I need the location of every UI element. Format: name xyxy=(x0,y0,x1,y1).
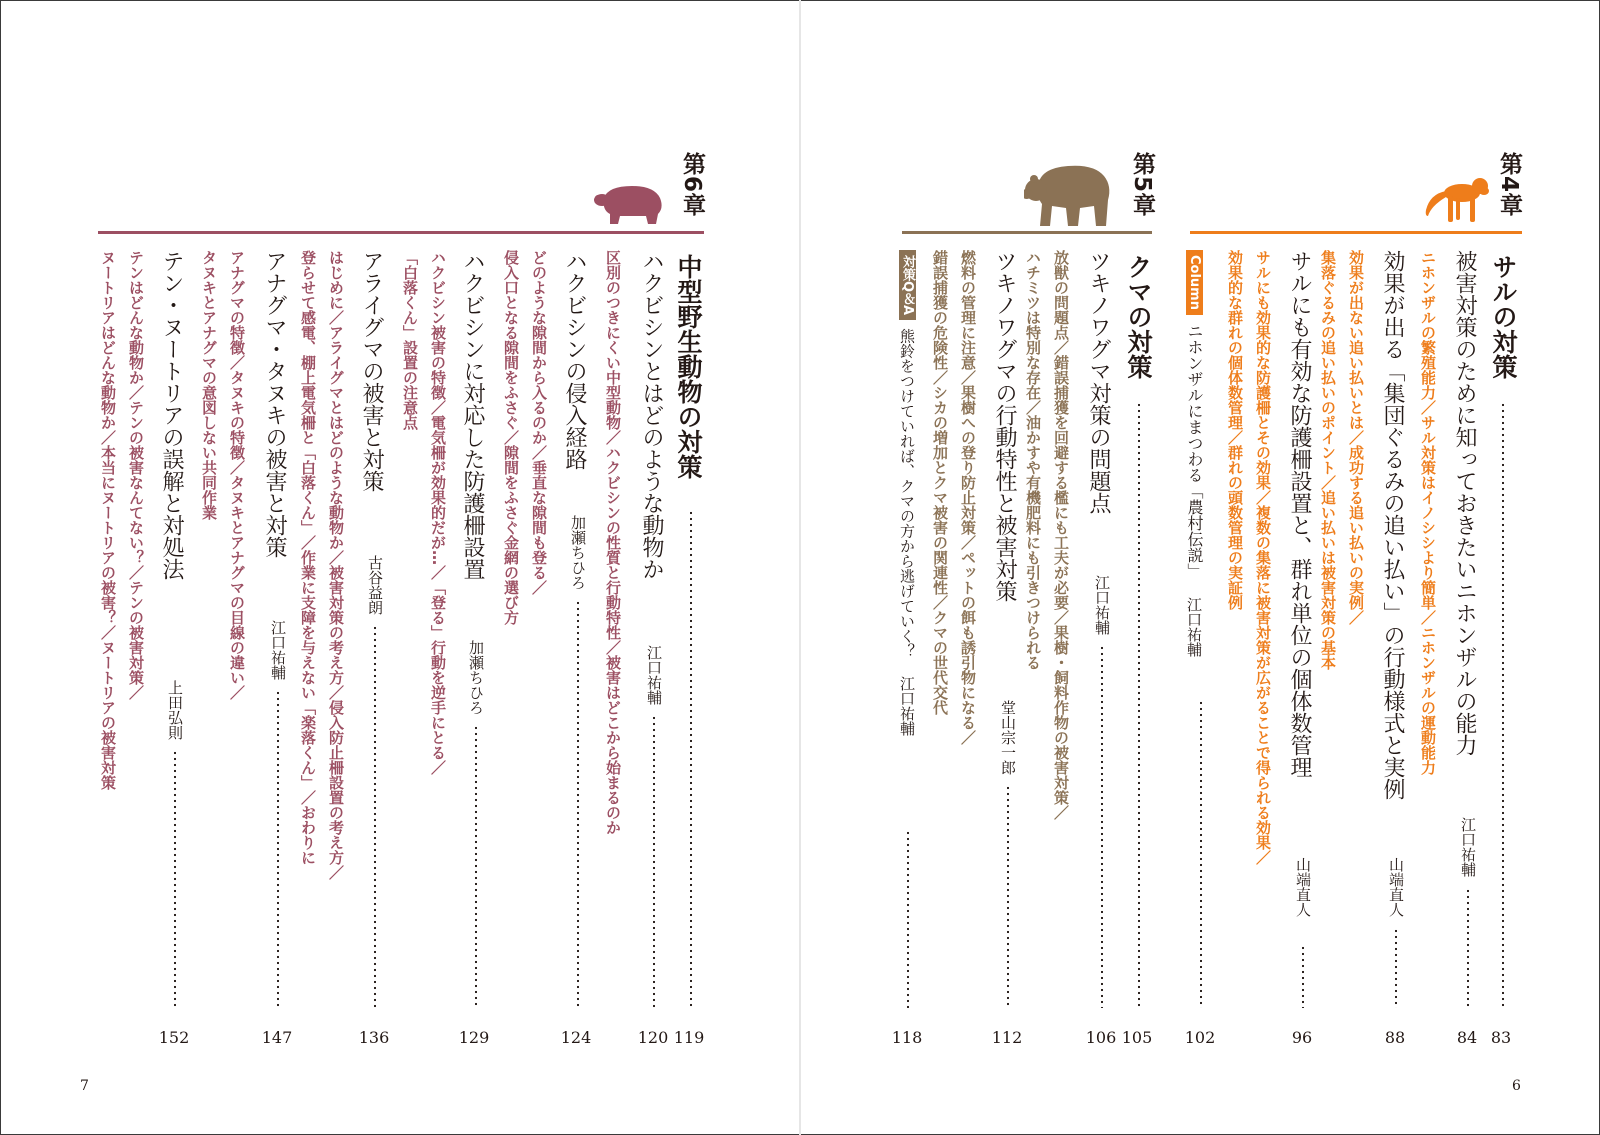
column-entry[interactable] xyxy=(1186,250,1203,657)
page-number-right: 6 xyxy=(1512,1078,1521,1094)
leader-dots xyxy=(1138,402,1140,1008)
leader-dots xyxy=(907,830,909,1008)
section-title[interactable]: 効果が出る「集団ぐるみの追い払い」の行動様式と実例 xyxy=(1380,250,1405,800)
section-subtopics: アナグマの特徴／タヌキの特徴／タヌキとアナグマの目線の違い／ xyxy=(228,250,246,700)
section-subtopics: どのような隙間から入るのか／垂直な隙間も登る／ xyxy=(530,250,548,595)
page-ref[interactable]: 112 xyxy=(991,1028,1023,1047)
section-subtopics: 効果が出ない追い払いとは／成功する追い払いの実例／ xyxy=(1347,250,1365,625)
section-subtopics: 放獣の問題点／錯誤捕獲を回避する檻にも工夫が必要／果樹・飼料作物の被害対策／ xyxy=(1052,250,1070,820)
page-ref[interactable]: 152 xyxy=(158,1028,190,1047)
section-title[interactable]: アライグマの被害と対策 xyxy=(359,250,384,492)
chapter-5-mark: 第5章 xyxy=(1129,152,1155,218)
section-title[interactable]: ツキノワグマ対策の問題点 xyxy=(1086,250,1111,514)
section-subtopics: 侵入口となる隙間をふさぐ／隙間をふさぐ金網の選び方 xyxy=(502,250,520,625)
section-author: 堂山宗一郎 xyxy=(999,700,1017,775)
qa-title: 熊鈴をつけていれば、クマの方から逃げていく？ xyxy=(898,328,916,659)
qa-badge: 対策Q＆A xyxy=(899,250,916,320)
section-title[interactable]: ツキノワグマの行動特性と被害対策 xyxy=(992,250,1017,602)
section-author: 古谷益朗 xyxy=(366,555,384,615)
chapter-4-mark: 第4章 xyxy=(1496,152,1522,218)
leader-dots xyxy=(1502,402,1504,1008)
page-ref[interactable]: 102 xyxy=(1184,1028,1216,1047)
page-number-left: 7 xyxy=(80,1078,89,1094)
chapter-4-rule xyxy=(1190,231,1522,234)
section-title[interactable]: ハクビシンとはどのような動物か xyxy=(639,250,664,580)
section-author: 江口祐輔 xyxy=(269,620,287,680)
section-subtopics: はじめに／アライグマとはどのような動物か／被害対策の考え方／侵入防止柵設置の考え方／ xyxy=(327,250,345,880)
section-author: 加瀬ちひろ xyxy=(569,515,587,590)
leader-dots xyxy=(277,690,279,1008)
section-subtopics: 効果的な群れの個体数管理／群れの頭数管理の実証例 xyxy=(1226,250,1244,610)
section-subtopics: 区別のつきにくい中型動物／ハクビシンの性質と行動特性／被害はどこから始まるのか xyxy=(604,250,622,835)
column-title: ニホンザルにまつわる「農村伝説」 xyxy=(1185,322,1204,579)
section-subtopics: 燃料の管理に注意／果樹への登り防止対策／ペットの餌も誘引物になる／ xyxy=(959,250,977,745)
page-ref[interactable]: 120 xyxy=(637,1028,669,1047)
page-ref[interactable]: 136 xyxy=(358,1028,390,1047)
section-subtopics: 登らせて感電、棚上電気柵と「白落くん」／作業に支障を与えない「楽落くん」／おわりに xyxy=(299,250,317,865)
leader-dots xyxy=(1007,785,1009,1008)
page-ref[interactable]: 129 xyxy=(458,1028,490,1047)
page-ref[interactable]: 106 xyxy=(1085,1028,1117,1047)
chapter-6-title[interactable]: 中型野生動物の対策 xyxy=(674,254,703,479)
page-ref[interactable]: 96 xyxy=(1291,1028,1313,1047)
qa-author: 江口祐輔 xyxy=(898,676,916,737)
column-author: 江口祐輔 xyxy=(1185,596,1203,657)
section-author: 江口祐輔 xyxy=(1093,575,1111,635)
section-author: 山端直人 xyxy=(1387,857,1405,917)
chapter-6-rule xyxy=(98,231,704,234)
section-title[interactable]: 被害対策のために知っておきたいニホンザルの能力 xyxy=(1452,250,1477,756)
leader-dots xyxy=(475,725,477,1008)
leader-dots xyxy=(577,600,579,1008)
page-ref[interactable]: 118 xyxy=(891,1028,923,1047)
section-subtopics: ヌートリアはどんな動物か／本当にヌートリアの被害？／ヌートリアの被害対策 xyxy=(99,250,117,790)
section-subtopics: 錯誤捕獲の危険性／シカの増加とクマ被害の関連性／クマの世代交代 xyxy=(931,250,949,715)
page-ref[interactable]: 105 xyxy=(1121,1028,1153,1047)
page-ref[interactable]: 83 xyxy=(1490,1028,1512,1047)
qa-entry[interactable] xyxy=(899,250,916,736)
section-author: 江口祐輔 xyxy=(645,645,663,705)
page-ref[interactable]: 119 xyxy=(673,1028,705,1047)
leader-dots xyxy=(653,715,655,1008)
badger-silhouette-icon xyxy=(594,180,666,226)
section-subtopics: タヌキとアナグマの意図しない共同作業 xyxy=(200,250,218,520)
section-title[interactable]: サルにも有効な防護柵設置と、群れ単位の個体数管理 xyxy=(1287,250,1312,778)
chapter-5-rule xyxy=(902,231,1152,234)
section-title[interactable]: テン・ヌートリアの誤解と対処法 xyxy=(159,250,184,580)
section-author: 山端直人 xyxy=(1294,857,1312,917)
chapter-5-title[interactable]: クマの対策 xyxy=(1124,254,1153,379)
leader-dots xyxy=(690,510,692,1008)
section-title[interactable]: アナグマ・タヌキの被害と対策 xyxy=(262,250,287,558)
section-subtopics: テンはどんな動物か／テンの被害なんてない？／テンの被害対策／ xyxy=(127,250,145,700)
book-spine xyxy=(799,0,801,1135)
page-ref[interactable]: 147 xyxy=(261,1028,293,1047)
leader-dots xyxy=(1467,888,1469,1008)
leader-dots xyxy=(1200,700,1202,1008)
section-subtopics: 「白落くん」設置の注意点 xyxy=(401,250,419,430)
chapter-6-mark: 第6章 xyxy=(679,152,705,218)
leader-dots xyxy=(1302,945,1304,1008)
section-title[interactable]: ハクビシンの侵入経路 xyxy=(562,250,587,470)
section-author: 加瀬ちひろ xyxy=(467,640,485,715)
section-subtopics: ハクビシン被害の特徴／電気柵が効果的だが…／「登る」行動を逆手にとる／ xyxy=(429,250,447,775)
monkey-silhouette-icon xyxy=(1422,176,1490,224)
page-ref[interactable]: 88 xyxy=(1384,1028,1406,1047)
leader-dots xyxy=(1101,645,1103,1008)
section-subtopics: 集落ぐるみの追い払いのポイント／追い払いは被害対策の基本 xyxy=(1319,250,1337,670)
leader-dots xyxy=(1395,928,1397,1008)
column-badge: Column xyxy=(1186,250,1203,315)
leader-dots xyxy=(174,750,176,1008)
page-ref[interactable]: 124 xyxy=(560,1028,592,1047)
section-author: 上田弘則 xyxy=(166,680,184,740)
section-author: 江口祐輔 xyxy=(1459,817,1477,877)
leader-dots xyxy=(374,625,376,1008)
chapter-4-title[interactable]: サルの対策 xyxy=(1489,254,1518,379)
section-title[interactable]: ハクビシンに対応した防護柵設置 xyxy=(460,250,485,580)
section-subtopics: ハチミツは特別な存在／油かすや有機肥料にも引きつけられる xyxy=(1024,250,1042,670)
section-subtopics: サルにも効果的な防護柵とその効果／複数の集落に被害対策が広がることで得られる効果／ xyxy=(1254,250,1272,865)
page-ref[interactable]: 84 xyxy=(1456,1028,1478,1047)
bear-silhouette-icon xyxy=(1024,156,1120,228)
section-subtopics: ニホンザルの繁殖能力／サル対策はイノシシより簡単／ニホンザルの運動能力 xyxy=(1419,250,1437,775)
